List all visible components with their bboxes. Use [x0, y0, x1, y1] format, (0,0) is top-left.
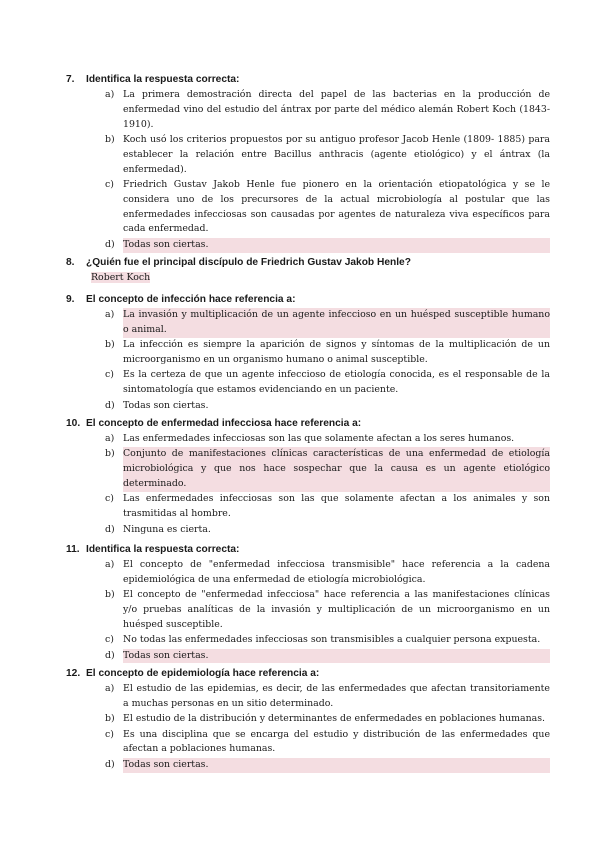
question-title: 12. El concepto de epidemiología hace referencia a: [66, 668, 320, 679]
answer-list [66, 88, 550, 253]
answer-option: c) No todas las enfermedades infecciosas son transmisibles a cualquier persona expuesta. [105, 634, 541, 646]
question-title: 10. El concepto de enfermedad infecciosa hace referencia a: [66, 418, 362, 429]
answer-list [66, 558, 550, 663]
question-11 [66, 542, 550, 664]
answer-option: c) Es una disciplina que se encarga del estudio y distribución de las enfermedades que afectan a poblaciones humanas. [105, 728, 550, 755]
answer-option: d) Ninguna es cierta. [105, 523, 211, 535]
question-title: 9. El concepto de infección hace referencia a: [66, 294, 296, 305]
answer-option: a) Las enfermedades infecciosas son las que solamente afectan a los seres humanos. [105, 433, 515, 444]
answer-list [66, 432, 550, 537]
answer-list [66, 682, 550, 773]
question-title: 8. ¿Quién fue el principal discípulo de Friedrich Gustav Jakob Henle? [66, 257, 411, 268]
answer-option-highlighted: d) Todas son ciertas. [66, 649, 550, 664]
answer-option: c) Friedrich Gustav Jakob Henle fue pionero en la orientación etiopatológica y se le considera uno de los precursores de la actual microbiología al postular que las enfermedades infecciosas son causadas por agentes de naturaleza viva específicos para cada enfermedad. [105, 178, 550, 235]
answer-option: a) El concepto de "enfermedad infecciosa transmisible" hace referencia a la cadena epidemiológica de una enfermedad de etiología microbiológica. [105, 559, 550, 585]
answer-option: b) La infección es siempre la aparición de signos y síntomas de la multiplicación de un microorganismo en un organismo humano o animal susceptible. [105, 339, 550, 365]
answer-option: a) La primera demostración directa del papel de las bacterias en la producción de enfermedad vino del estudio del ántrax por parte del médico alemán Robert Koch (1843-1910). [105, 89, 550, 130]
question-8 [66, 255, 550, 286]
question-title: 7. Identifica la respuesta correcta: [66, 74, 240, 85]
answer-list [66, 308, 550, 413]
answer-option-highlighted: d) Todas son ciertas. [66, 238, 550, 253]
question-10 [66, 416, 550, 538]
question-title: 11. Identifica la respuesta correcta: [66, 544, 240, 555]
answer-option: b) Koch usó los criterios propuestos por su antiguo profesor Jacob Henle (1809- 1885) para establecer la relación entre Bacillus anthracis (agente etiológico) y el ántrax (la enfermedad). [105, 133, 550, 175]
answer-option-highlighted: b) Conjunto de manifestaciones clínicas características de una enfermedad de etiología microbiológica y que nos hace sospechar que la causa es un agente etiológico determinado. [66, 447, 550, 491]
question-7 [66, 72, 550, 253]
answer-option-highlighted: a) La invasión y multiplicación de un agente infeccioso en un huésped susceptible humano o animal. [66, 308, 550, 338]
answer-option: b) El estudio de la distribución y determinantes de enfermedades en poblaciones humanas. [105, 713, 546, 725]
free-answer: Robert Koch [91, 272, 151, 283]
answer-option: a) El estudio de las epidemias, es decir, de las enfermedades que afectan transitoriamente a muchas personas en un sitio determinado. [105, 683, 550, 709]
answer-option: c) Las enfermedades infecciosas son las que solamente afectan a los animales y son trasmitidas al hombre. [105, 493, 550, 520]
answer-option-highlighted: d) Todas son ciertas. [66, 758, 550, 773]
answer-option: b) El concepto de "enfermedad infecciosa" hace referencia a las manifestaciones clínicas y/o pruebas analíticas de la invasión y multiplicación de un microorganismo en un huésped susceptible. [105, 589, 550, 630]
answer-option: d) Todas son ciertas. [105, 399, 209, 411]
question-9 [66, 292, 550, 414]
answer-option: c) Es la certeza de que un agente infeccioso de etiología conocida, es el responsable de la sintomatología que estamos evidenciando en un paciente. [105, 369, 550, 396]
question-12 [66, 666, 550, 773]
